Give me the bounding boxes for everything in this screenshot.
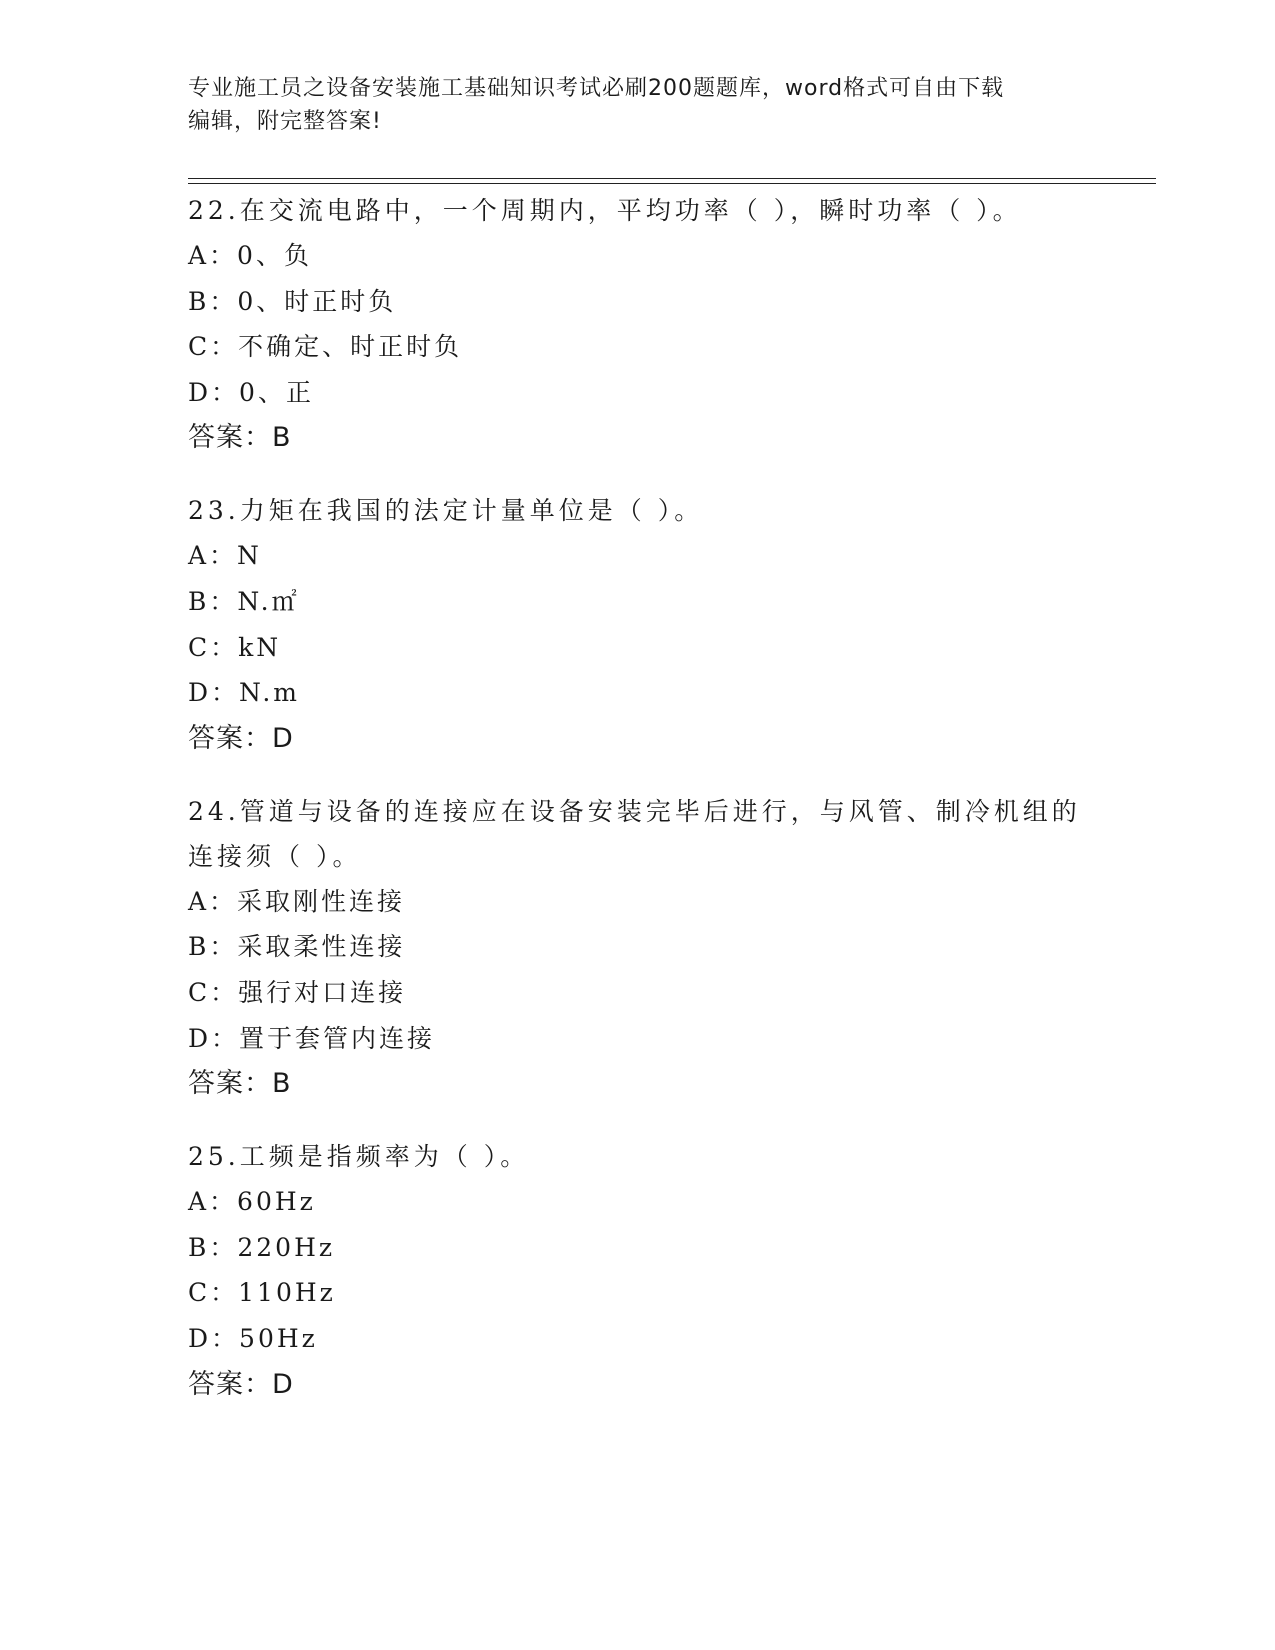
header-line-2: 编辑，附完整答案! xyxy=(188,109,382,134)
option-d: D：N.m xyxy=(188,678,300,708)
answer: 答案：B xyxy=(188,422,292,454)
option-b: B：220Hz xyxy=(188,1232,336,1262)
question-stem-continued: 连接须（ ）。 xyxy=(188,841,362,871)
option-a: A：0、负 xyxy=(188,241,312,270)
option-d: D：50Hz xyxy=(188,1323,318,1353)
answer: 答案：B xyxy=(188,1068,292,1100)
answer: 答案：D xyxy=(188,722,294,754)
option-d: D：置于套管内连接 xyxy=(188,1023,436,1053)
header-line-1: 专业施工员之设备安装施工基础知识考试必刷200题题库，word格式可自由下载 xyxy=(188,76,1005,101)
option-c: C：110Hz xyxy=(188,1278,336,1308)
question-stem: 25.工频是指频率为（ ）。 xyxy=(188,1142,530,1172)
header-divider-top xyxy=(188,178,1156,179)
option-d: D：0、正 xyxy=(188,377,314,407)
option-a: A：60Hz xyxy=(188,1187,316,1217)
question-stem: 23.力矩在我国的法定计量单位是（ ）。 xyxy=(188,496,704,526)
option-a: A：采取刚性连接 xyxy=(188,886,406,916)
question-25 xyxy=(188,1134,1088,1407)
question-23 xyxy=(188,488,1088,761)
question-list xyxy=(188,188,1088,1435)
question-stem: 24.管道与设备的连接应在设备安装完毕后进行，与风管、制冷机组的 xyxy=(188,796,1081,826)
option-b: B：0、时正时负 xyxy=(188,286,397,316)
question-24 xyxy=(188,789,1088,1107)
question-stem: 22.在交流电路中，一个周期内，平均功率（ ），瞬时功率（ ）。 xyxy=(188,196,1022,225)
header-divider-bottom xyxy=(188,183,1156,184)
option-c: C：强行对口连接 xyxy=(188,977,407,1007)
option-c: C：不确定、时正时负 xyxy=(188,332,463,362)
option-a: A：N xyxy=(188,541,262,571)
answer: 答案：D xyxy=(188,1368,294,1400)
document-header xyxy=(188,72,1068,138)
option-b: B：采取柔性连接 xyxy=(188,932,406,962)
option-b: B：N.㎡ xyxy=(188,586,300,616)
option-c: C：kN xyxy=(188,632,282,662)
question-22 xyxy=(188,188,1088,461)
